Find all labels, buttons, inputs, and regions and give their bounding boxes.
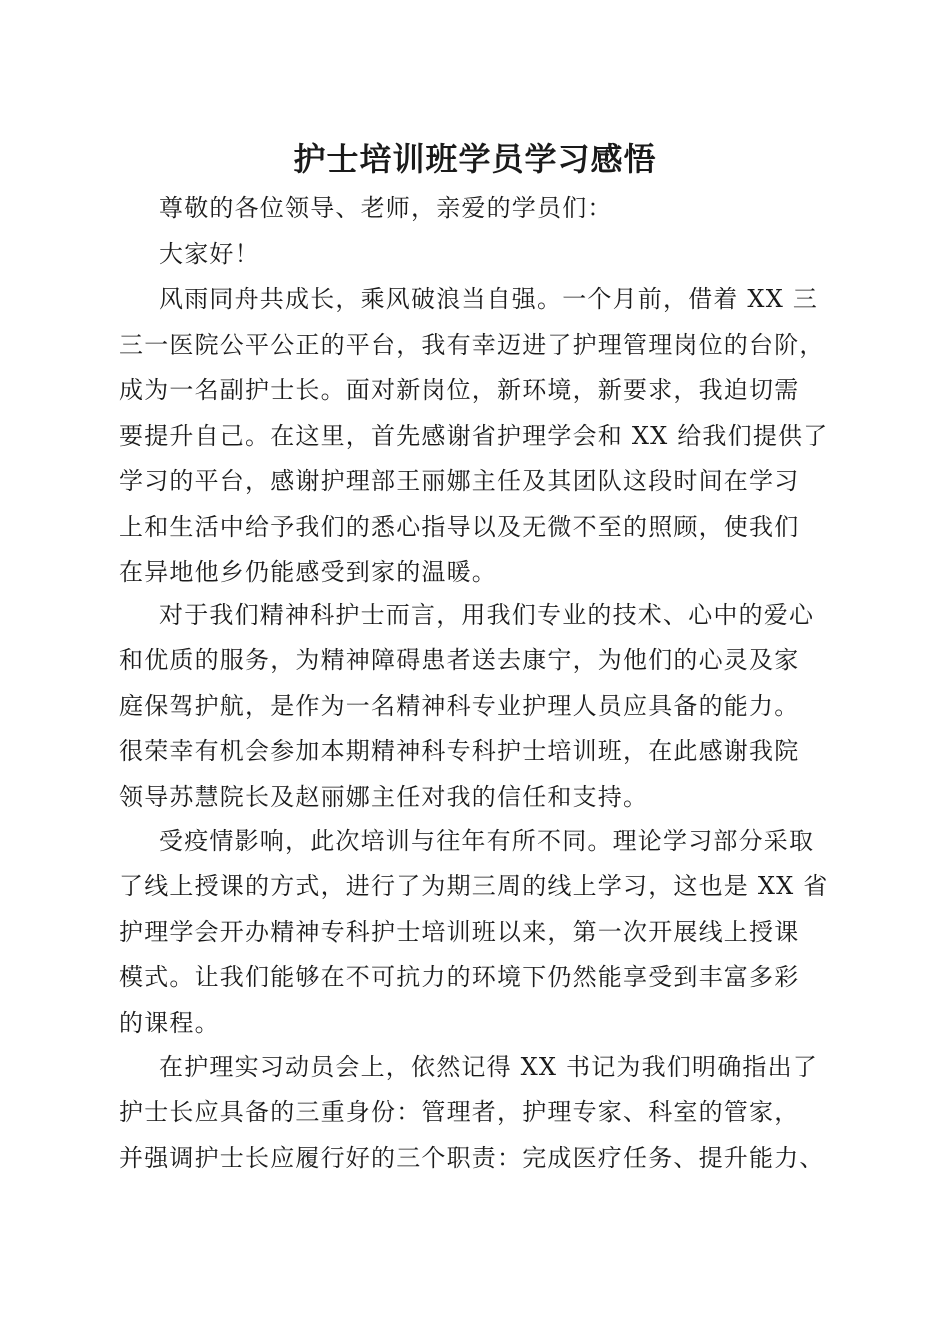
paragraph-1-line-6: 上和生活中给予我们的悉心指导以及无微不至的照顾，使我们 [119, 513, 800, 541]
paragraph-3-line-4: 模式。让我们能够在不可抗力的环境下仍然能享受到丰富多彩 [119, 963, 800, 991]
greeting-line: 大家好！ [159, 240, 260, 268]
paragraph-2-line-2: 和优质的服务，为精神障碍患者送去康宁，为他们的心灵及家 [119, 646, 800, 674]
paragraph-2-line-5: 领导苏慧院长及赵丽娜主任对我的信任和支持。 [119, 783, 649, 811]
document-title: 护士培训班学员学习感悟 [293, 140, 657, 178]
paragraph-3-line-5: 的课程。 [119, 1009, 220, 1037]
paragraph-2-line-1: 对于我们精神科护士而言，用我们专业的技术、心中的爱心 [159, 601, 815, 629]
paragraph-3-line-3: 护理学会开办精神专科护士培训班以来，第一次开展线上授课 [119, 918, 800, 946]
paragraph-2-line-3: 庭保驾护航，是作为一名精神科专业护理人员应具备的能力。 [119, 692, 800, 720]
paragraph-2-line-4: 很荣幸有机会参加本期精神科专科护士培训班，在此感谢我院 [119, 737, 800, 765]
paragraph-1-line-4: 要提升自己。在这里，首先感谢省护理学会和 XX 给我们提供了 [119, 422, 829, 450]
paragraph-1-line-5: 学习的平台，感谢护理部王丽娜主任及其团队这段时间在学习 [119, 467, 800, 495]
salutation-line: 尊敬的各位领导、老师，亲爱的学员们： [159, 194, 613, 222]
paragraph-1-line-3: 成为一名副护士长。面对新岗位，新环境，新要求，我迫切需 [119, 376, 800, 404]
paragraph-3-line-2: 了线上授课的方式，进行了为期三周的线上学习，这也是 XX 省 [119, 872, 829, 900]
paragraph-4-line-1: 在护理实习动员会上，依然记得 XX 书记为我们明确指出了 [159, 1053, 819, 1081]
paragraph-4-line-2: 护士长应具备的三重身份：管理者，护理专家、科室的管家， [119, 1098, 800, 1126]
paragraph-3-line-1: 受疫情影响，此次培训与往年有所不同。理论学习部分采取 [159, 827, 815, 855]
paragraph-1-line-7: 在异地他乡仍能感受到家的温暖。 [119, 558, 497, 586]
paragraph-1-line-1: 风雨同舟共成长，乘风破浪当自强。一个月前，借着 XX 三 [159, 285, 819, 313]
paragraph-1-line-2: 三一医院公平公正的平台，我有幸迈进了护理管理岗位的台阶， [119, 331, 825, 359]
paragraph-4-line-3: 并强调护士长应履行好的三个职责：完成医疗任务、提升能力、 [119, 1144, 825, 1172]
